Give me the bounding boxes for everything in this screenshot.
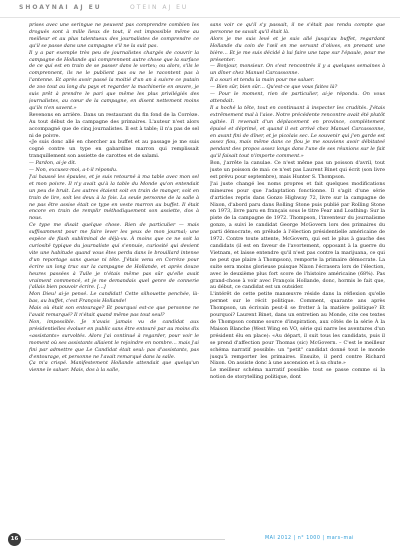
header-section-subtitle: OTEIN AJ EU: [130, 4, 189, 11]
paragraph: Revenons en arrière. Dans un restaurant du fin fond de la Corrèze. Au tout début de la campagne des primaires. L'auteur n'est alors accompagné que de cinq journalistes. Il est à table; il n'a pas de sel ni de poivre.: [29, 111, 199, 139]
paragraph: Mais où était son entourage? Et pourquoi est-ce que personne ne l'avait remarqué? Il n'était quand même pas tout seul?: [29, 305, 199, 319]
paragraph: sans voir ce qu'il s'y passait, il ne s'était pas rendu compte que personne ne savait qu'il était là.: [210, 22, 385, 35]
paragraph: Alors je me suis levé et je suis allé jusqu'au buffet, regardant Hollande du coin de l'œil en me servant d'olives, en prenant une bière… Et je me suis décidé à lui faire une tape sur l'épaule, pour me présenter.: [210, 35, 385, 63]
paragraph: Il a hoché la tête, tout en continuant à inspecter les crudités. J'étais extrêmement mal à l'aise. Notre précédente rencontre avait été plutôt agitée. Il revenait d'un déplacement en province, complètement épuisé et déprimé, et quand il est arrivé chez Manuel Carcassonne, en avant fini de dîner, et je picolais sec. Le souvenir qui j'en garde est assez flou, mais même dans ce flou je me souviens avoir débitateé pendant des propos assez longs dans l'une de ses réunions sur le fait qu'il faisait tout n'importe comment.»: [210, 104, 385, 160]
paragraph: — Bonjour, monsieur. On s'est rencontrés il y a quelques semaines à un dîner chez Manuel Carcassonne.: [210, 63, 385, 77]
paragraph: — Non, excusez-moi, a-t-il répondu.: [29, 167, 118, 174]
paragraph: Non, impossible. Je n'avais jamais vu de candidat aux présidentielles évoluer en public sans être entouré par au moins dix «assistants» survoltés. Alors j'ai continué à regarder, pour voir le moment où ses assistants allaient le rejoindre en nombre… mais j'ai fini par admettre que Le Candidat était seul: pas d'assistants, pas d'entourage, et personne ne l'avait remarqué dans la salle.: [29, 318, 199, 360]
paragraph: J'ai haussé les épaules, et je suis retourné à ma table avec mon sel et mon poivre. Il n'y avait qu'à la table du Monde qu'on entendait un peu de bruit. Les autres étaient soit en train de manger, soit en train de lire, soit les deux à la fois. La seule personne de la salle à ne pas être assise était ce type en veste marron au buffet. Il était encore en train de remplir méthodiquement son assiette, dos à nous.: [29, 173, 199, 222]
footer-issue-info: MAI 2012 | n° 1000 | mars–mai: [265, 536, 354, 541]
paragraph: Il a souri et tendu la main pour me saluer.: [210, 77, 315, 84]
paragraph: Le meilleur schéma narratif possible: tout se passe comme si la notion de storytelling politique, dont: [210, 367, 385, 381]
header-section-title: SHOAYNAI AJ EU: [19, 4, 102, 11]
article-column-right: [210, 22, 385, 522]
paragraph: L'intérêt de cette petite manœuvre réside dans la réflexion qu'elle permet sur le récit politique. Comment, quarante ans après Thompson, un écrivain peut-il se frotter à la matière politique? Et pourquoi? Laurent Binet, dans un entretien au Monde, cite ces textes de Thompson comme source d'inspiration, aux côtés de la série À la Maison Blanche (West Wing en VO, série qui narre les aventures d'un président élu en place): «Au départ, il suit tous les candidats, puis il se prend d'affection pour Thomas (sic) McGovern. – C'est le meilleur schéma narratif possible: un "petit" candidat donné tout le monde jusqu'à remporter les primaires. Ensuite, il perd contre Richard Nixon. On assiste donc à une ascension et à sa chute.»: [210, 291, 385, 367]
paragraph: prises avec une seringue ne peuvent pas comprendre combien les drogués sont à mille lieux de tout, il est impossible même au meilleur et au plus talentueux des journalistes de comprendre ce qu'il se passe dans une campagne s'il ne la suit pas.: [29, 22, 199, 49]
paragraph: Il y a par exemple très peu de journalistes chargés de couvrir la campagne de Hollande qui comprennent autre chose que la surface de ce qui est en train de se passer dans le vortex; ou alors, s'ils le comprennent, ils ne le publient pas ou ne le racontent pas à l'antenne. Et après avoir passé la moitié d'un an à suivre ce putain de zoo tout au long du pays et regarder la machinerie en œuvre, je suis prêt à prendre le pari que même les plus privilégiés des journalistes, au cœur de la campagne, en disent nettement moins qu'ils n'en savent.»: [29, 49, 199, 111]
running-header: [0, 0, 400, 18]
paragraph: Ça m'a crispé. Manifestement Hollande attendait que quelqu'un vienne le saluer. Mais, dos à la salle,: [29, 360, 199, 374]
paragraph: Ce type me disait quelque chose. Rien de particulier — mais suffisamment pour me faire lever les yeux de mon journal; une espèce de flash subliminal de déjà-vu. À moins que ce ne soit la curiosité typique du journaliste qui s'ennuie, curiosité qui devient vite une habitude quand vous êtes perdu dans le brouillard intense d'un reportage sans queue ni tête. J'étais venu en Corrèze pour écrire un long truc sur la campagne de Hollande, et après douze heures passées à Tulle je n'étais même pas sûr qu'elle avait vraiment commencé, et je me demandais quel genre de connerie j'allais bien pouvoir écrire. […]: [29, 222, 199, 291]
footer-rule: [25, 539, 225, 540]
paragraph: «Je suis donc allé en chercher au buffet et au passage je me suis cogné contre un type en gabardine marron qui remplissait tranquillement son assiette de carottes et de salami.: [29, 139, 199, 160]
page-footer: [0, 528, 400, 552]
paragraph: — Bien sûr, bien sûr… Qu'est-ce que vous faites là?: [210, 84, 338, 91]
page-number: 16: [8, 533, 21, 546]
paragraph: Bon, j'arrête la canulae. Ce n'est même pas un poisson d'avril, tout juste un poisson de mai: ce n'est pas Laurent Binet qui écrit (son livre est prévu pour septembre), mais Hunter S. Thompson.: [210, 160, 385, 180]
paragraph: — Pour le moment, rien de particulier, ai-je répondu. On vous attendait.: [210, 91, 385, 104]
article-column-left: [29, 22, 199, 522]
paragraph: J'ai juste changé les noms propres et fait quelques modifications mineures pour que l'adaptation fonctionne. Il s'agit d'une série d'articles repris dans Gonzo Highway 72, livre sur la campagne de Nixon, d'abord paru dans Rolling Stone puis publié par Rolling Stone en 1973, livre paru en français sous le titre Fear and Loathing: Sur la piste de la campagne de 1972. Thompson, l'inventeur du journalisme gonzo, a suivi le candidat George McGovern lors des primaires du parti démocrate, en prélude à l'élection présidentielle américaine de 1972. Contre toute attente, McGovern, qui est le plus à gauche des candidats (il est en faveur de l'avortement, opposant à la guerre du Vietnam, et laisse entendre qu'il n'est pas contre la marijuana, ce qui ne peut que plaire à Thompson), remporte la primaire démocrate. La suite sera moins glorieuse puisque Nixon l'écrasera lors de l'élection, avec le deuxième plus fort score de l'histoire américaine (68%). Pas grand-chose à voir avec François Hollande, donc, hormis le fait que, au début, ce candidat est un outsider.: [210, 180, 385, 291]
paragraph: Mon Dieu! ai-je pensé. Le candidat! Cette silhouette penchée, là-bas, au buffet, c'est François Hollande!: [29, 291, 199, 305]
paragraph: — Pardon, ai-je dit.: [29, 160, 77, 167]
